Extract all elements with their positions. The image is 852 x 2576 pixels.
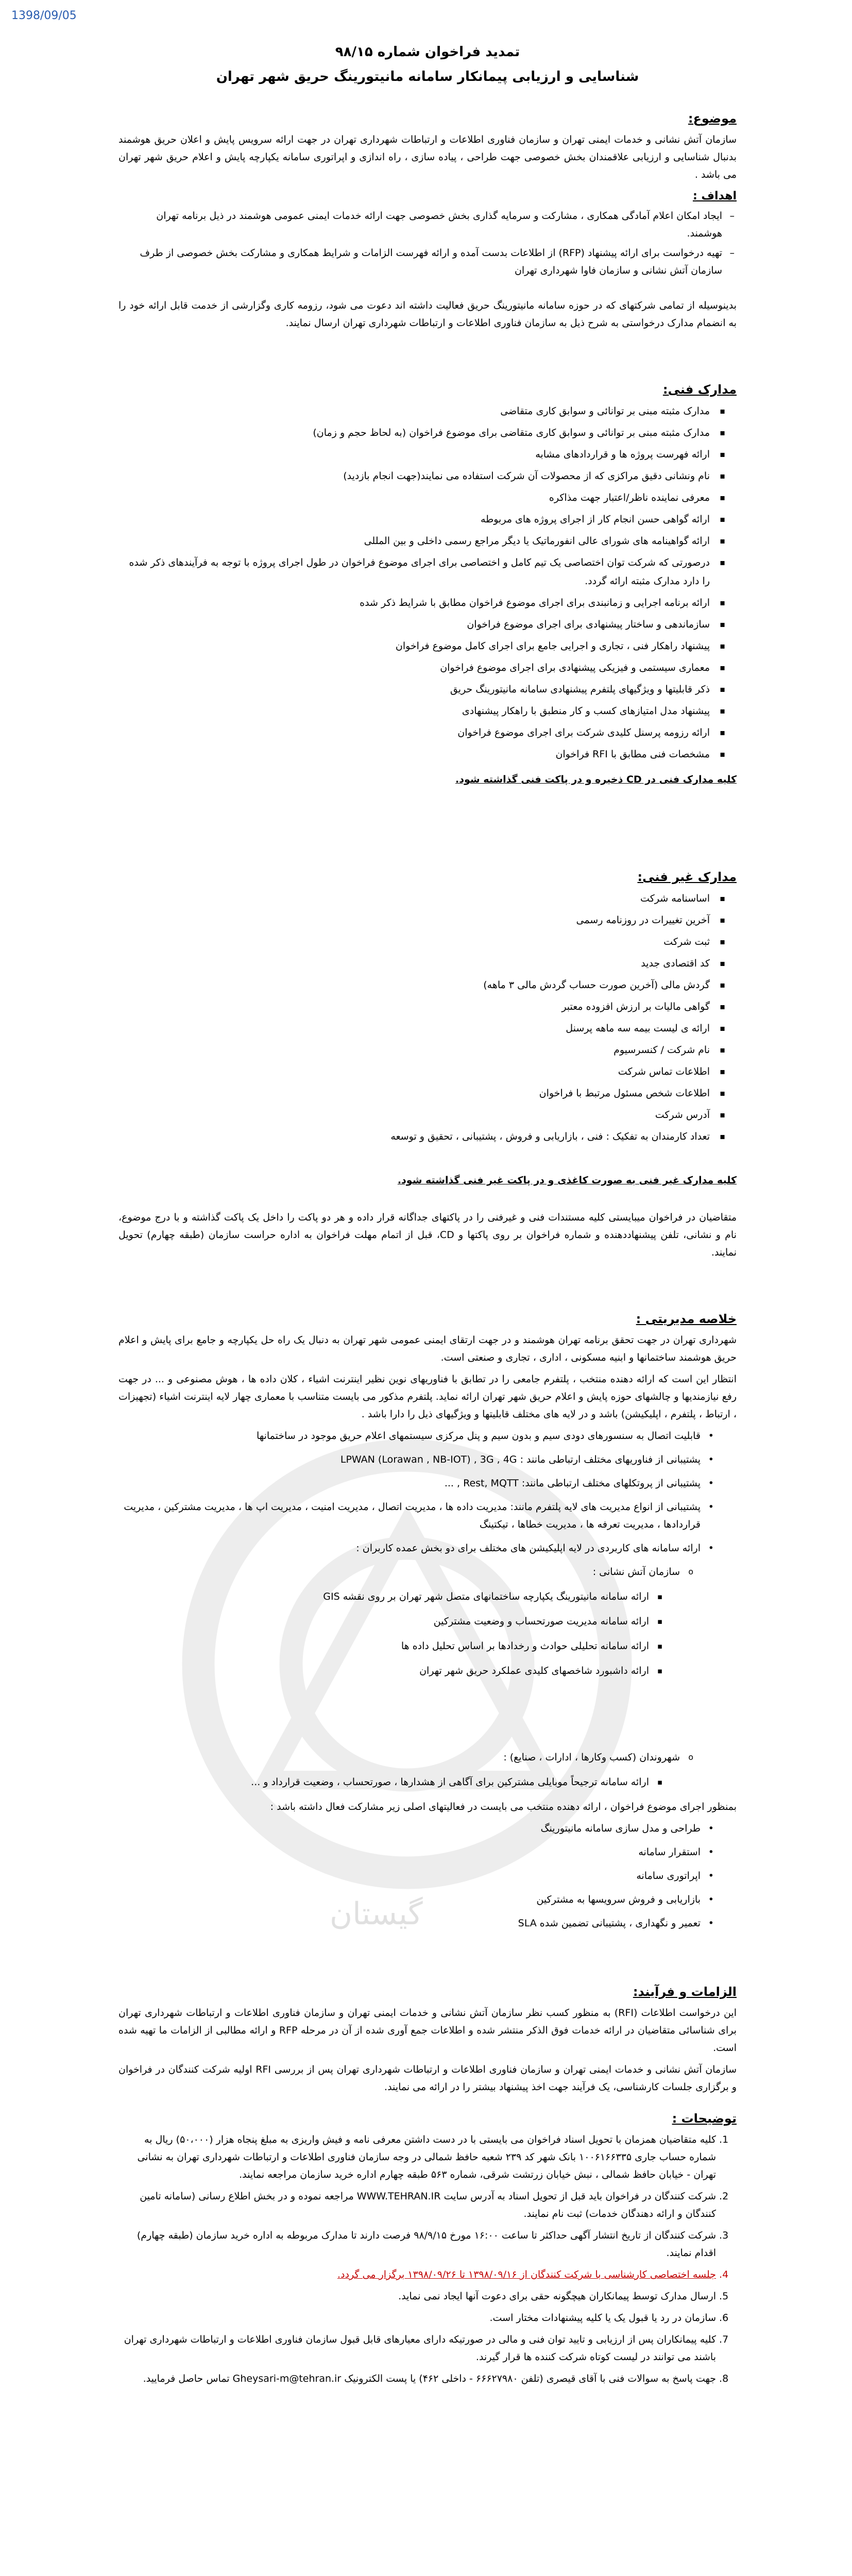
nontech-doc-item: ▪ آخرین تغییرات در روزنامه رسمی [118, 911, 710, 929]
goals-heading: اهداف : [692, 190, 737, 202]
nontech-docs-paragraph: متقاضیان در فراخوان میبایستی کلیه مستندات فنی و غیرفنی را در پاکتهای جداگانه قرار داده و هر دو پاکت را داخل یک پاکت گذاشته و با درج موضوع، نام و نشانی، تلفن پیشنهاددهنده و شماره فراخوان بر روی پاکتها و CD، قبل از اتمام مهلت فراخوان به اداره حراست سازمان (طبقه چهارم) تحویل نمایند. [118, 1212, 737, 1258]
nontech-doc-item: ▪ ارائه ی لیست بیمه سه ماهه پرسنل [118, 1019, 710, 1038]
goal-item: – ایجاد امکان اعلام آمادگی همکاری ، مشارکت و سرمایه گذاری بخش خصوصی جهت ارائه خدمات ایمنی عمومی هوشمند در ذیل برنامه تهران هوشمند. [118, 207, 722, 242]
activity-item: • استقرار سامانه [118, 1843, 701, 1861]
requirements-paragraph-2: سازمان آتش نشانی و خدمات ایمنی تهران و سازمان فناوری اطلاعات و ارتباطات شهرداری تهران پس از بررسی RFI اولیه شرکت کنندگان در فراخوان و برگزاری جلسات کارشناسی، یک فرآیند جهت اخذ پیشنهاد بیشتر را در ارائه می نمایند. [118, 2064, 737, 2093]
note-item: 5. ارسال مدارک توسط پیمانکاران هیچگونه حقی برای دعوت آنها ایجاد نمی نماید. [118, 2287, 716, 2305]
fire-dept-app-item: ▪ ارائه سامانه مانیتورینگ یکپارچه ساختمانهای متصل شهر تهران بر روی نقشه GIS [118, 1588, 649, 1605]
tech-doc-item: ▪ مدارک مثبته مبنی بر توانائی و سوابق کاری متقاضی [118, 402, 710, 420]
tech-doc-item: ▪ ارائه رزومه پرسنل کلیدی شرکت برای اجرای موضوع فراخوان [118, 723, 710, 742]
tech-doc-item: ▪ نام ونشانی دقیق مراکزی که از محصولات آن شرکت استفاده می نمایند(جهت انجام بازدید) [118, 467, 710, 485]
call-title: تمدید فراخوان شماره ۹۸/۱۵ [335, 44, 520, 60]
requirements-heading: الزامات و فرآیند: [633, 1985, 737, 1999]
citizens-subheading: o شهروندان (کسب وکارها ، ادارات ، صنایع) : [118, 1749, 680, 1766]
tech-doc-item: ▪ پیشنهاد راهکار فنی ، تجاری و اجرایی جامع برای اجرای کامل موضوع فراخوان [118, 637, 710, 655]
fire-dept-apps-list [118, 1588, 737, 1680]
layer-capability-item: • پشتیبانی از انواع مدیریت های لایه پلتفرم مانند: مدیریت داده ها ، مدیریت اتصال ، مدیریت امنیت ، مدیریت اپ ها ، مدیریت مشترکین ، مدیریت قراردادها ، مدیریت تعرفه ها ، مدیریت خطاها ، تیکتینگ [118, 1498, 701, 1533]
fire-dept-app-item: ▪ ارائه سامانه تحلیلی حوادث و رخدادها بر اساس تحلیل داده ها [118, 1637, 649, 1655]
activity-item: • طراحی و مدل سازی سامانه مانیتورینگ [118, 1820, 701, 1837]
goal-item: – تهیه درخواست برای ارائه پیشنهاد (RFP) از اطلاعات بدست آمده و ارائه فهرست الزامات و شرایط همکاری و مشارکت بخش خصوصی از طرف سازمان آتش نشانی و سازمان فاوا شهرداری تهران [118, 244, 722, 279]
subject-heading: موضوع: [688, 111, 737, 126]
watermark-text: گیستان [330, 1896, 423, 1932]
activity-item: • تعمیر و نگهداری ، پشتیبانی تضمین شده SLA [118, 1914, 701, 1932]
nontech-docs-heading: مدارک غیر فنی: [637, 870, 737, 884]
layer-capability-item: • پشتیبانی از پروتکلهای مختلف ارتباطی مانند: Rest, MQTT , ... [118, 1475, 701, 1492]
nontech-doc-item: ▪ کد اقتصادی جدید [118, 954, 710, 973]
intro-paragraph: بدینوسیله از تمامی شرکتهای که در حوزه سامانه مانیتورینگ حریق فعالیت داشته اند دعوت می شود، رزومه کاری وگزارشی از خدمت قابل ارائه خود را به انضمام مدارک درخواستی به شرح ذیل به سازمان فناوری اطلاعات و ارتباطات شهرداری تهران ارسال نمایند. [118, 300, 737, 329]
tech-doc-item: ▪ سازماندهی و ساختار پیشنهادی برای اجرای موضوع فراخوان [118, 615, 710, 634]
notes-list [118, 2131, 737, 2387]
tech-doc-item: ▪ ارائه گواهی حسن انجام کار از اجرای پروژه های مربوطه [118, 510, 710, 529]
citizens-group [118, 1749, 737, 1766]
date-stamp: 1398/09/05 [11, 9, 77, 22]
call-subtitle: شناسایی و ارزیابی پیمانکار سامانه مانیتورینگ حریق شهر تهران [216, 69, 639, 84]
note-item: 2. شرکت کنندگان در فراخوان باید قبل از تحویل اسناد به آدرس سایت WWW.TEHRAN.IR مراجعه نموده و در بخش اطلاع رسانی (سامانه تامین کنندگان و ارائه دهندگان خدمات) ثبت نام نمایند. [118, 2188, 716, 2223]
nontech-doc-item: ▪ ثبت شرکت [118, 933, 710, 951]
fire-dept-group [118, 1563, 737, 1581]
tech-docs-note: کلیه مدارک فنی در CD ذخیره و در پاکت فنی گذاشته شود. [455, 774, 737, 785]
tech-doc-item: ▪ ارائه گواهینامه های شورای عالی انفورماتیک یا دیگر مراجع رسمی داخلی و بین المللی [118, 532, 710, 550]
layer-capability-item: • ارائه سامانه های کاربردی در لایه اپلیکیشن های مختلف برای دو بخش عمده کاربران : [118, 1539, 701, 1557]
nontech-docs-list [118, 889, 737, 1146]
tech-doc-item: ▪ درصورتی که شرکت توان اختصاصی یک تیم کامل و اختصاصی برای اجرای موضوع فراخوان در طول اجرای پروژه با توجه به فرآیندهای ذکر شده را دارد مدارک مثبته ارائه گردد. [118, 553, 710, 590]
note-item: 3. شرکت کنندگان از تاریخ انتشار آگهی حداکثر تا ساعت ۱۶:۰۰ مورخ ۹۸/۹/۱۵ فرصت دارند تا مدارک مربوطه به اداره خرید سازمان (طبقه چهارم) اقدام نمایند. [118, 2227, 716, 2262]
layer-capability-item: • پشتیبانی از فناوریهای مختلف ارتباطی مانند : LPWAN (Lorawan , NB-IOT) , 3G , 4G [118, 1451, 701, 1468]
requirements-paragraph-1: این درخواست اطلاعات (RFI) به منظور کسب نظر سازمان آتش نشانی و خدمات ایمنی تهران و سازمان فناوری اطلاعات و ارتباطات شهرداری تهران برای شناسائی متقاضیان در ارائه خدمات فوق الذکر منتشر شده و اطلاعات جمع آوری شده از آن در مرحله RFP و ارائه مطالبی از الزامات ما تهیه شده است. [118, 2007, 737, 2054]
note-item: 4. جلسه اختصاصی کارشناسی با شرکت کنندگان از ۱۳۹۸/۰۹/۱۶ تا ۱۳۹۸/۰۹/۲۶ برگزار می گردد. [118, 2266, 716, 2283]
nontech-doc-item: ▪ گردش مالی (آخرین صورت حساب گردش مالی ۳ ماهه) [118, 976, 710, 994]
fire-dept-app-item: ▪ ارائه داشبورد شاخصهای کلیدی عملکرد حریق شهر تهران [118, 1662, 649, 1680]
summary-paragraph-1: شهرداری تهران در جهت تحقق برنامه تهران هوشمند و در جهت ارتقای ایمنی عمومی شهر تهران به دنبال یک راه حل یکپارچه و جامع برای پایش و اعلام حریق هوشمند ساختمانها و ابنیه مسکونی ، اداری ، تجاری و صنعتی است. [118, 1334, 737, 1363]
citizens-apps-list [118, 1773, 737, 1791]
subject-text: سازمان آتش نشانی و خدمات ایمنی تهران و سازمان فناوری اطلاعات و ارتباطات شهرداری تهران در جهت ارائه سرویس پایش و اعلان حریق هوشمند بدنبال شناسایی و ارزیابی علاقمندان بخش خصوصی جهت طراحی ، پیاده سازی ، راه اندازی و اپراتوری سامانه یکپارچه پایش و اعلام حریق شهر تهران می باشد . [118, 134, 737, 180]
nontech-doc-item: ▪ اطلاعات شخص مسئول مرتبط با فراخوان [118, 1084, 710, 1103]
tech-docs-list [118, 402, 737, 764]
nontech-doc-item: ▪ تعداد کارمندان به تفکیک : فنی ، بازاریابی و فروش ، پشتیبانی ، تحقیق و توسعه [118, 1127, 710, 1146]
tech-doc-item: ▪ ارائه فهرست پروژه ها و قراردادهای مشابه [118, 445, 710, 464]
nontech-doc-item: ▪ آدرس شرکت [118, 1106, 710, 1124]
tech-doc-item: ▪ معرفی نماینده ناظر/اعتبار جهت مذاکره [118, 488, 710, 507]
activities-list [118, 1820, 737, 1932]
note-item: 1. کلیه متقاضیان همزمان با تحویل اسناد فراخوان می بایستی با در دست داشتن معرفی نامه و فیش واریزی به مبلغ پنجاه هزار (۵۰،۰۰۰) ریال به شماره حساب جاری ۱۰۰۶۱۶۶۳۳۵ بانک شهر کد ۲۳۹ شعبه حافظ شمالی در وجه سازمان فناوری اطلاعات و ارتباطات شهرداری تهران به نشانی تهران - خیابان حافظ شمالی ، نبش خیابان زرتشت شرقی، شماره ۵۶۳ طبقه چهارم اداره خرید سازمان مراجعه نمایند. [118, 2131, 716, 2183]
summary-paragraph-3: بمنظور اجرای موضوع فراخوان ، ارائه دهنده منتخب می بایست در فعالیتهای اصلی زیر مشارکت فعال داشته باشد : [270, 1801, 737, 1812]
notes-heading: توضیحات : [672, 2111, 737, 2126]
note-item: 7. کلیه پیمانکاران پس از ارزیابی و تایید توان فنی و مالی در صورتیکه دارای معیارهای قابل قبول سازمان فناوری اطلاعات و ارتباطات شهرداری تهران باشند می توانند در لیست کوتاه شرکت کننده ها قرار گیرند. [118, 2331, 716, 2366]
fire-dept-subheading: o سازمان آتش نشانی : [118, 1563, 680, 1581]
nontech-doc-item: ▪ اطلاعات تماس شرکت [118, 1062, 710, 1081]
tech-docs-heading: مدارک فنی: [662, 382, 737, 397]
citizens-app-item: ▪ ارائه سامانه ترجیحاً موبایلی مشترکین برای آگاهی از هشدارها ، صورتحساب ، وضعیت قرارداد و ... [118, 1773, 649, 1791]
tech-doc-item: ▪ ارائه برنامه اجرایی و زمانبندی برای اجرای موضوع فراخوان مطابق با شرایط ذکر شده [118, 594, 710, 612]
nontech-doc-item: ▪ اساسنامه شرکت [118, 889, 710, 908]
tech-doc-item: ▪ مشخصات فنی مطابق با RFI فراخوان [118, 745, 710, 764]
note-item: 8. جهت پاسخ به سوالات فنی با آقای قیصری (تلفن ۶۶۶۲۷۹۸۰ - داخلی ۴۶۲) یا پست الکترونیک Gheysari-m@tehran.ir تماس حاصل فرمایید. [118, 2370, 716, 2387]
goals-list [118, 207, 737, 279]
tech-doc-item: ▪ پیشنهاد مدل امتیازهای کسب و کار منطبق با راهکار پیشنهادی [118, 702, 710, 720]
summary-paragraph-2: انتظار این است که ارائه دهنده منتخب ، پلتفرم جامعی را در تطابق با فناوریهای نوین نظیر اینترنت اشیاء ، کلان داده ها ، هوش مصنوعی و ... در جهت رفع نیازمندیها و چالشهای حوزه پایش و اعلام حریق شهر تهران ارائه نماید. پلتفرم مذکور می بایست متناسب با معماری چهار لایه اینترنت اشیاء (تجهیزات ، ارتباط ، پلتفرم ، اپلیکیشن) باشد و در لایه های مختلف قابلیتها و ویژگیهای ذیل را دارا باشد . [118, 1374, 737, 1420]
layer-capabilities-list [118, 1427, 737, 1557]
summary-heading: خلاصه مدیریتی : [636, 1312, 737, 1326]
activity-item: • اپراتوری سامانه [118, 1867, 701, 1885]
nontech-doc-item: ▪ نام شرکت / کنسرسیوم [118, 1041, 710, 1059]
note-item: 6. سازمان در رد یا قبول یک یا کلیه پیشنهادات مختار است. [118, 2309, 716, 2327]
nontech-docs-note: کلیه مدارک غیر فنی به صورت کاغذی و در پاکت غیر فنی گذاشته شود. [397, 1175, 737, 1186]
fire-dept-app-item: ▪ ارائه سامانه مدیریت صورتحساب و وضعیت مشترکین [118, 1613, 649, 1630]
document-body [118, 41, 737, 2392]
tech-doc-item: ▪ ذکر قابلیتها و ویژگیهای پلتفرم پیشنهادی سامانه مانیتورینگ حریق [118, 680, 710, 699]
layer-capability-item: • قابلیت اتصال به سنسورهای دودی سیم و بدون سیم و پنل مرکزی سیستمهای اعلام حریق موجود در ساختمانها [118, 1427, 701, 1445]
tech-doc-item: ▪ مدارک مثبته مبنی بر توانائی و سوابق کاری متقاضی برای موضوع فراخوان (به لحاظ حجم و زمان) [118, 423, 710, 442]
activity-item: • بازاریابی و فروش سرویسها به مشترکین [118, 1891, 701, 1908]
nontech-doc-item: ▪ گواهی مالیات بر ارزش افزوده معتبر [118, 997, 710, 1016]
tech-doc-item: ▪ معماری سیستمی و فیزیکی پیشنهادی برای اجرای موضوع فراخوان [118, 658, 710, 677]
